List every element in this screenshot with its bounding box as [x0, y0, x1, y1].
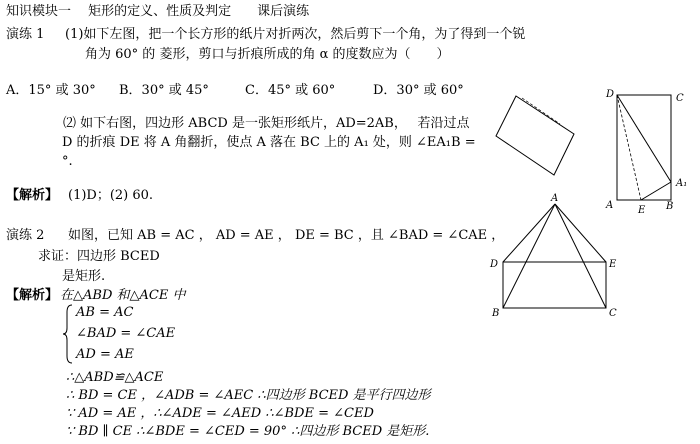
proof-step-3: ∵ AD = AE ，∴∠ADE = ∠AED ∴∠BDE = ∠CED — [66, 406, 374, 421]
option-b: B．30° 或 45° — [119, 83, 209, 98]
exercise-1-label: 演练 1 — [6, 27, 45, 42]
answer-text: (1)D；(2) 60. — [68, 188, 154, 203]
solution-intro: 在△ABD 和△ACE 中 — [60, 288, 186, 303]
exercise-1-question-line-2: 角为 60° 的 菱形，剪口与折痕所成的角 α 的度数应为（ ） — [85, 47, 450, 62]
label-e: E — [638, 205, 646, 216]
option-d: D．30° 或 60° — [373, 83, 464, 98]
exercise-1-question-line-1: (1)如下左图，把一个长方形的纸片对折两次，然后剪下一个角，为了得到一个锐 — [65, 27, 526, 42]
exercise-2-label: 演练 2 — [6, 228, 45, 243]
fold-line-de — [617, 95, 641, 200]
exercise-1-part-2-line-3: °. — [62, 154, 73, 169]
rectangle-abcd — [617, 95, 671, 200]
label-d: D — [490, 259, 499, 270]
label-d: D — [606, 89, 615, 100]
label-e: E — [609, 259, 617, 270]
exercise-1-part-2-line-1: ⑵ 如下右图，四边形 ABCD 是一张矩形纸片，AD=2AB， 若沿过点 — [63, 116, 470, 131]
exercise-1-part-2-line-2: D 的折痕 DE 将 A 角翻折，使点 A 落在 BC 上的 A₁ 处，则 ∠EA₁B = — [62, 135, 476, 150]
fold-crease — [522, 98, 560, 124]
system-brace — [62, 304, 74, 364]
label-a: A — [606, 200, 614, 211]
section-header: 知识模块一 矩形的定义、性质及判定 课后演练 — [6, 4, 310, 19]
label-b: B — [666, 201, 674, 212]
label-c: C — [609, 308, 617, 319]
answer-tag: 【解析】 — [6, 188, 59, 203]
segment-ad — [503, 204, 555, 262]
label-b: B — [492, 308, 500, 319]
pyramid-figure — [486, 190, 626, 322]
option-a: A．15° 或 30° — [6, 83, 96, 98]
system-eq-1: AB = AC — [76, 305, 134, 320]
proof-step-1: ∴△ABD≌△ACE — [66, 370, 164, 385]
system-eq-3: AD = AE — [76, 347, 134, 362]
option-c: C．45° 或 60° — [245, 83, 336, 98]
segment-ea1 — [641, 182, 671, 200]
folded-paper-figure — [504, 96, 584, 176]
label-a1: A₁ — [676, 178, 688, 189]
segment-da1 — [617, 95, 671, 182]
exercise-2-problem: 如图，已知 AB = AC ， AD = AE ， DE = BC ，且 ∠BAD = ∠CAE ， — [68, 228, 505, 243]
label-a: A — [551, 193, 559, 204]
folded-paper-outline — [496, 96, 574, 175]
exercise-2-prove-line-2: 是矩形. — [62, 269, 106, 284]
solution-tag: 【解析】 — [6, 288, 59, 303]
segment-ac — [555, 204, 606, 308]
label-c: C — [676, 93, 684, 104]
exercise-2-prove-line-1: 求证：四边形 BCED — [38, 249, 160, 264]
proof-step-4: ∵ BD ∥ CE ∴∠BDE = ∠CED = 90° ∴四边形 BCED 是矩形. — [66, 424, 430, 439]
system-eq-2: ∠BAD = ∠CAE — [76, 326, 176, 341]
segment-ab — [503, 204, 555, 308]
proof-step-2: ∴ BD = CE ，∠ADB = ∠AEC ∴四边形 BCED 是平行四边形 — [66, 388, 431, 403]
segment-ae — [555, 204, 606, 262]
rectangle-bced — [503, 262, 606, 308]
